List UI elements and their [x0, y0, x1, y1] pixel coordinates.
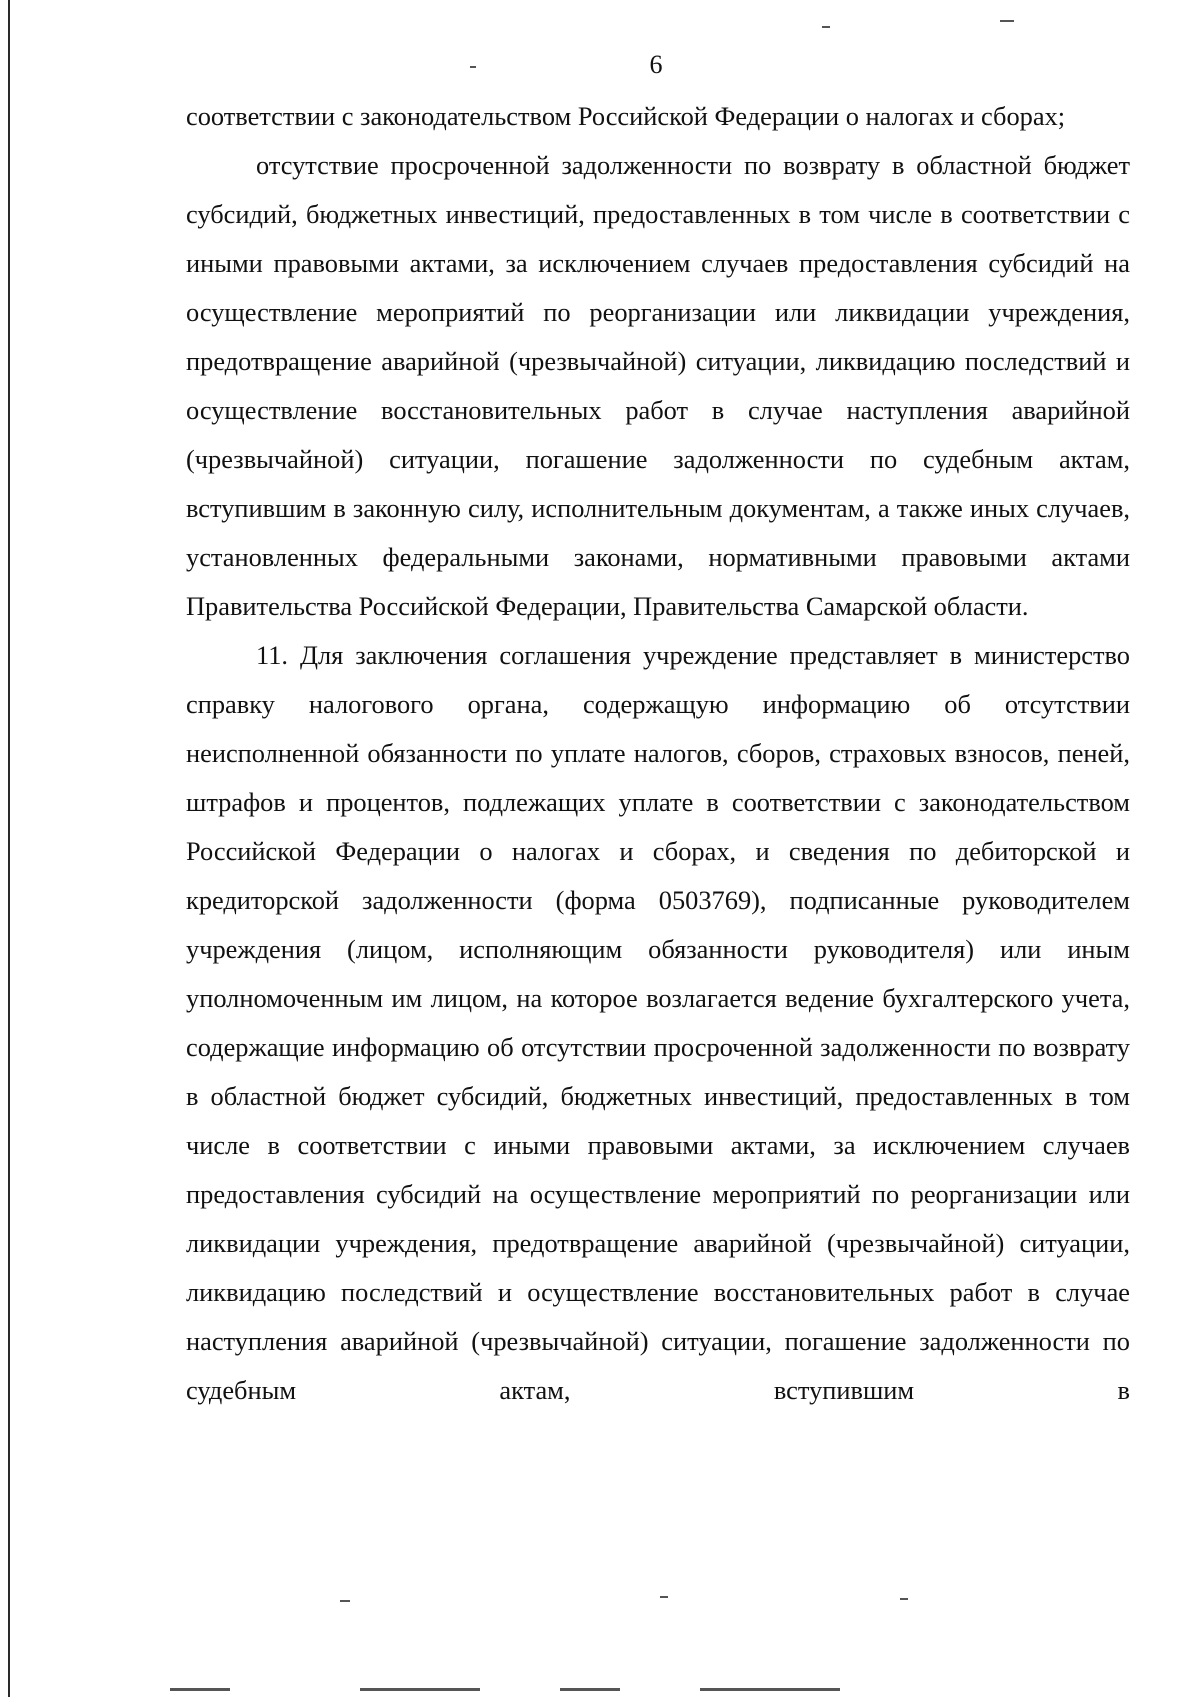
paragraph-continuation: соответствии с законодательством Российской Федерации о налогах и сборах;: [186, 101, 1066, 131]
scan-speck: [822, 26, 830, 28]
page-number: 6: [649, 50, 663, 79]
scan-speck: [560, 1688, 620, 1691]
paragraph-item-11: 11. Для заключения соглашения учреждение представляет в министерство справку налогового органа, содержащую информацию об отсутствии неисполненной обязанности по уплате налогов, сборов, страховых взносов, пеней, штрафов и процентов, подлежащих уплате в соответствии с законодательством Российской Федерации о налогах и сборах, и сведения по дебиторской и кредиторской задолженности (форма 0503769), подписанные руководителем учреждения (лицом, исполняющим обязанности руководителя) или иным уполномоченным им лицом, на которое возлагается ведение бухгалтерского учета, содержащие информацию об отсутствии просроченной задолженности по возврату в областной бюджет субсидий, бюджетных инвестиций, предоставленных в том числе в соответствии с иными правовыми актами, за исключением случаев предоставления субсидий на осуществление мероприятий по реорганизации или ликвидации учреждения, предотвращение аварийной (чрезвычайной) ситуации, ликвидацию последствий и осуществление восстановительных работ в случае наступления аварийной (чрезвычайной) ситуации, погашение задолженности по судебным актам, вступившим в: [186, 640, 1130, 1405]
scan-speck: [660, 1596, 668, 1598]
scan-speck: [170, 1688, 230, 1691]
document-body: [186, 92, 1130, 1415]
scan-speck: [1000, 20, 1014, 22]
scan-speck: [700, 1688, 840, 1691]
scan-speck: [900, 1598, 908, 1600]
paragraph-debt-absence: отсутствие просроченной задолженности по возврату в областной бюджет субсидий, бюджетных инвестиций, предоставленных в том числе в соответствии с иными правовыми актами, за исключением случаев предоставления субсидий на осуществление мероприятий по реорганизации или ликвидации учреждения, предотвращение аварийной (чрезвычайной) ситуации, ликвидацию последствий и осуществление восстановительных работ в случае наступления аварийной (чрезвычайной) ситуации, погашение задолженности по судебным актам, вступившим в законную силу, исполнительным документам, а также иных случаев, установленных федеральными законами, нормативными правовыми актами Правительства Российской Федерации, Правительства Самарской области.: [186, 150, 1130, 621]
scan-speck: [470, 66, 476, 68]
scan-speck: [340, 1600, 350, 1602]
scan-speck: [360, 1688, 480, 1691]
scan-left-edge: [8, 0, 10, 1697]
